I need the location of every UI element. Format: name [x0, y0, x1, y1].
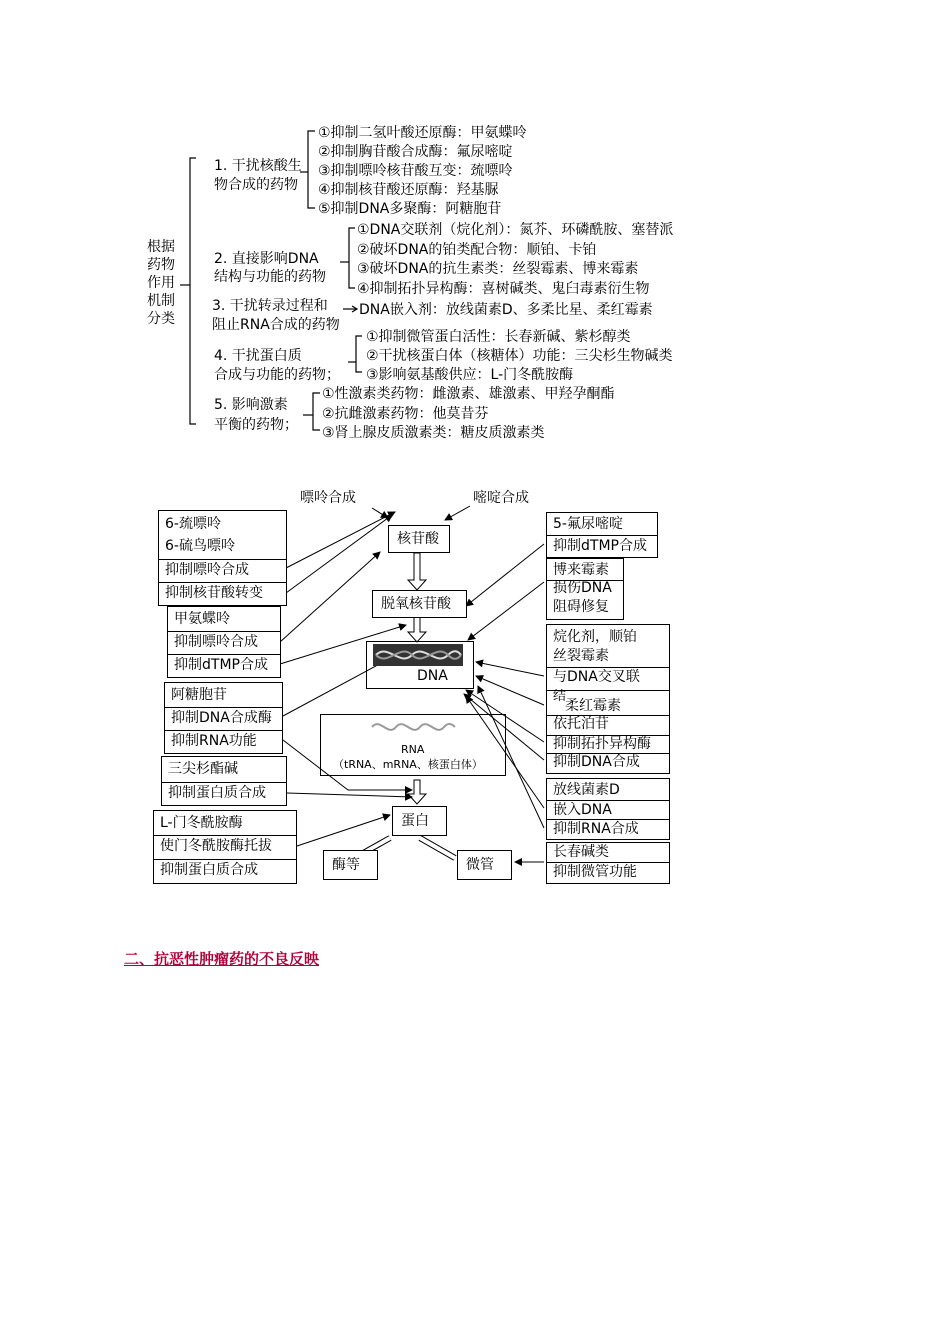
- group-label-line: 合成与功能的药物；: [214, 367, 340, 383]
- group-item: ③破坏DNA的抗生素类：丝裂霉素、博来霉素: [357, 261, 639, 277]
- drug-box-bleomycin: [546, 558, 624, 620]
- group-item: ③抑制嘌呤核苷酸互变：巯嘌呤: [318, 163, 513, 179]
- drug-box-line: 三尖杉酯碱: [168, 761, 238, 777]
- group-label-line: 物合成的药物: [214, 177, 298, 193]
- root-line: 机制: [147, 293, 175, 309]
- drug-box-line: 6-硫鸟嘌呤: [165, 538, 235, 554]
- group-label-line: 4. 干扰蛋白质: [214, 348, 302, 364]
- group-item: ③肾上腺皮质激素类：糖皮质激素类: [322, 425, 545, 441]
- drug-box-line: 柔红霉素: [565, 698, 621, 714]
- group-item: ①DNA交联剂（烷化剂）：氮芥、环磷酰胺、塞替派: [357, 222, 674, 238]
- group-item: ④抑制拓扑异构酶：喜树碱类、鬼臼毒素衍生物: [357, 280, 650, 297]
- root-line: 分类: [147, 311, 175, 327]
- group-item: ①性激素类药物：雌激素、雄激素、甲羟孕酮酯: [322, 386, 615, 402]
- group-item: ③影响氨基酸供应：L-门冬酰胺酶: [366, 367, 574, 383]
- group-3-item: DNA嵌入剂：放线菌素D、多柔比星、柔红霉素: [359, 302, 653, 318]
- microtubule-node: 微管: [457, 850, 512, 880]
- drug-box-line: 依托泊苷: [553, 716, 609, 732]
- group-item: ②抗雌激素药物：他莫昔芬: [322, 405, 489, 422]
- root-line: 作用: [147, 275, 175, 291]
- drug-box-line: 结: [553, 689, 567, 704]
- group-item: ②干扰核蛋白体（核糖体）功能：三尖杉生物碱类: [366, 348, 673, 364]
- dna-node: [366, 641, 474, 689]
- group-label-line: 阻止RNA合成的药物: [212, 317, 340, 333]
- drug-box-fluorouracil: [546, 512, 658, 558]
- section-heading[interactable]: 二、抗恶性肿瘤药的不良反映: [124, 950, 320, 968]
- drug-box-daunorubicin: [546, 690, 670, 774]
- drug-box-line: 与DNA交叉联: [553, 669, 640, 685]
- group-label-line: 2. 直接影响DNA: [214, 251, 319, 267]
- drug-box-cytarabine: [164, 682, 283, 754]
- drug-box-line: 抑制dTMP合成: [553, 538, 647, 554]
- drug-box-line: 长春碱类: [553, 844, 609, 860]
- drug-box-line: 抑制蛋白质合成: [160, 862, 258, 878]
- deoxynucleotide-node: 脱氧核苷酸: [372, 590, 467, 618]
- drug-box-line: 抑制DNA合成酶: [171, 710, 272, 726]
- drug-box-line: 放线菌素D: [553, 782, 620, 798]
- group-item: ⑤抑制DNA多聚酶：阿糖胞苷: [318, 201, 502, 217]
- dna-label: DNA: [417, 668, 448, 684]
- drug-box-line: 抑制嘌呤合成: [165, 562, 249, 578]
- rna-sub-label: （tRNA、mRNA、核蛋白体）: [333, 758, 483, 771]
- drug-box-line: L-门冬酰胺酶: [160, 815, 243, 831]
- enzyme-node: 酶等: [323, 850, 378, 880]
- group-item: ②抑制胸苷酸合成酶：氟尿嘧啶: [318, 144, 513, 160]
- drug-box-line: 抑制核苷酸转变: [165, 585, 263, 601]
- drug-box-harringtonine: [161, 756, 287, 806]
- nucleotide-node: 核苷酸: [388, 525, 450, 553]
- drug-box-line: 阻碍修复: [553, 599, 609, 615]
- drug-box-line: 博来霉素: [553, 562, 609, 578]
- drug-box-asparaginase: [153, 810, 297, 884]
- drug-box-line: 使门冬酰胺酶托拔: [160, 838, 272, 854]
- purine-synthesis-label: 嘌呤合成: [300, 490, 356, 506]
- drug-box-mercaptopurine: [158, 510, 287, 606]
- group-item: ①抑制二氢叶酸还原酶：甲氨蝶呤: [318, 125, 527, 141]
- drug-box-line: 丝裂霉素: [553, 648, 609, 664]
- drug-box-line: 阿糖胞苷: [171, 687, 227, 703]
- rna-label: RNA: [401, 743, 425, 756]
- drug-box-line: 5-氟尿嘧啶: [553, 516, 623, 532]
- root-line: 药物: [147, 257, 175, 273]
- drug-box-line: 甲氨蝶呤: [174, 611, 230, 627]
- group-label-line: 5. 影响激素: [214, 397, 288, 413]
- drug-box-line: 抑制嘌呤合成: [174, 634, 258, 650]
- drug-box-line: 抑制RNA合成: [553, 821, 639, 837]
- drug-box-line: 6-巯嘌呤: [165, 516, 221, 532]
- group-label-line: 结构与功能的药物: [214, 269, 326, 285]
- drug-box-line: 抑制dTMP合成: [174, 657, 268, 673]
- group-label-line: 平衡的药物；: [214, 417, 298, 433]
- drug-box-line: 抑制微管功能: [553, 864, 637, 880]
- drug-box-line: 抑制蛋白质合成: [168, 785, 266, 801]
- drug-box-actinomycin: [546, 778, 670, 840]
- group-label-line: 3. 干扰转录过程和: [212, 298, 328, 314]
- group-item: ②破坏DNA的铂类配合物：顺铂、卡铂: [357, 241, 597, 258]
- rna-node: [320, 714, 506, 776]
- pyrimidine-synthesis-label: 嘧啶合成: [473, 490, 529, 506]
- drug-box-methotrexate: [167, 606, 281, 678]
- drug-box-line: 损伤DNA: [553, 580, 612, 596]
- drug-box-line: 抑制DNA合成: [553, 754, 640, 770]
- drug-box-alkylating: [546, 624, 670, 690]
- drug-box-line: 抑制RNA功能: [171, 733, 257, 749]
- drug-box-line: 抑制拓扑异构酶: [553, 736, 651, 752]
- root-line: 根据: [147, 239, 175, 255]
- drug-box-line: 嵌入DNA: [553, 802, 612, 818]
- group-item: ①抑制微管蛋白活性：长春新碱、紫杉醇类: [366, 329, 631, 345]
- drug-box-line: 烷化剂，顺铂: [553, 629, 637, 645]
- group-item: ④抑制核苷酸还原酶：羟基脲: [318, 182, 499, 198]
- protein-node: 蛋白: [392, 806, 447, 836]
- group-label-line: 1. 干扰核酸生: [214, 158, 302, 174]
- drug-box-vinca: [546, 842, 670, 884]
